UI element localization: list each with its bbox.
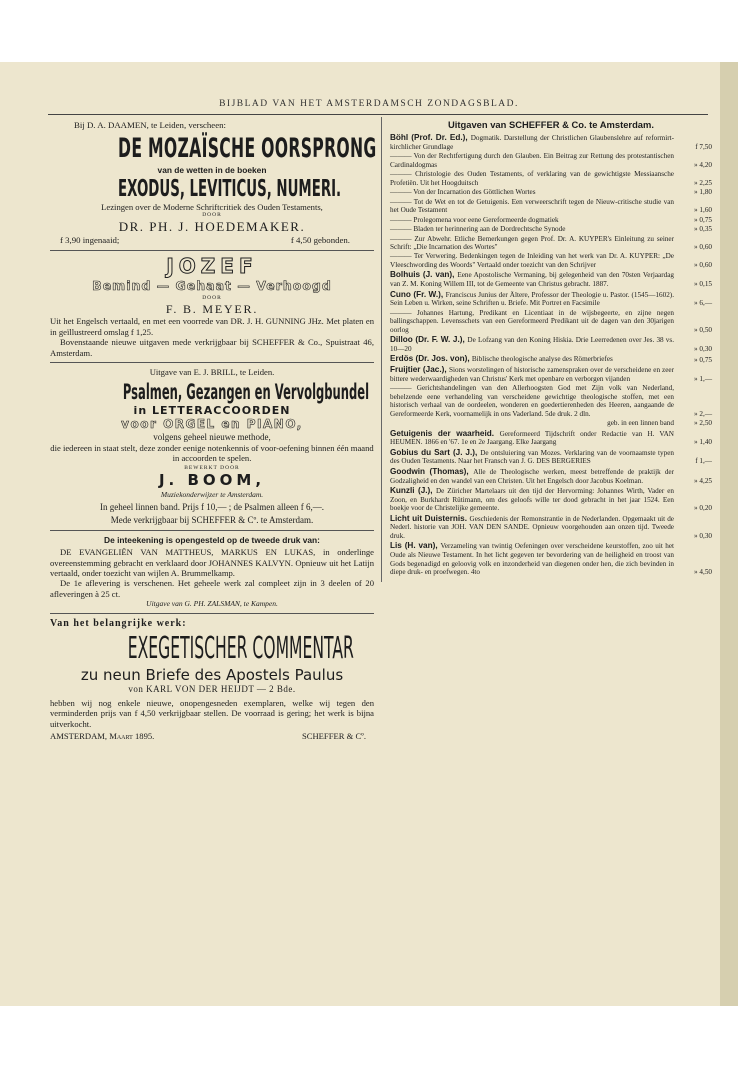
author: F. B. MEYER.: [165, 301, 259, 316]
entry-price: » 0,75: [694, 215, 712, 224]
entry-text: De Lofzang van den Koning Hiskia. Drie Leerredenen over Jes. 38 vs. 10—20: [390, 336, 674, 353]
ad-text: hebben wij nog enkele nieuwe, onopengesneden exemplaren, welke wij tegen den verminderden prijs van f 4,50 verkrijgbaar stellen. De voorraad is gering; het werk is bijna uitverkocht.: [50, 697, 374, 729]
publisher-line: Uitgave van E. J. BRILL, te Leiden.: [149, 367, 275, 378]
page-header: BIJBLAD VAN HET AMSTERDAMSCH ZONDAGSBLAD.: [219, 99, 519, 109]
entry-author: Cuno (Fr. W.),: [390, 289, 446, 299]
ad-line: volgens geheel nieuwe methode,: [153, 431, 271, 442]
entry-text: ——— Prolegomena voor eene Gereformeerde dogmatiek: [390, 215, 559, 224]
catalogue-entry: [390, 384, 712, 418]
ad-jozef: [50, 255, 374, 359]
catalogue-entry: [390, 188, 712, 196]
entry-author: Fruijtier (Jac.),: [390, 365, 450, 375]
entry-text: Sions worstelingen of historische zamenspraken over de verscheidene en zeer bittere wederwaardigheden van Christus' Kerk met openbare en verborgen vijanden: [390, 366, 674, 383]
entry-author: Böhl (Prof. Dr. Ed.),: [390, 133, 471, 142]
entry-price: » 0,50: [694, 325, 712, 334]
entry-author: Goodwin (Thomas),: [390, 466, 474, 476]
entry-author: Lis (H. van),: [390, 541, 441, 551]
catalogue-entry: [390, 309, 712, 334]
entry-price: » 1,—: [694, 374, 712, 383]
catalogue-entry: [390, 448, 712, 466]
catalogue-entry: [390, 419, 712, 427]
ad-line: in LETTERACCOORDEN: [133, 403, 291, 417]
ad-psalmen: [50, 367, 374, 526]
entry-author: Getuigenis der waarheid.: [390, 428, 500, 438]
entry-text: Alle de Theologische werken, meest betreffende de praktijk der Godzaligheid en den wandel van een Christen. Uit het Engelsch door Jacobus Koelman.: [390, 467, 674, 485]
ad-mede: Mede verkrijgbaar bij SCHEFFER & Cº. te Amsterdam.: [110, 514, 314, 525]
ad-title: Psalmen, Gezangen en Vervolgbundel: [122, 379, 370, 404]
catalogue-entry: [390, 270, 712, 288]
catalogue-entry: [390, 290, 712, 308]
ad-title: EXEGETISCHER COMMENTAR: [127, 630, 354, 666]
ad-publisher: Uitgave van G. PH. ZALSMAN, te Kampen.: [146, 599, 278, 609]
entry-text: De Züricher Martelaars uit den tijd der Hervorming: Johannes Wirth, Vader en Zoon, en Burkhardt Rütimann, om des geloofs wille ter dood gebracht in het jaar 1524. Een boekje voor de Christelijke gemeente.: [390, 487, 674, 513]
entry-price: » 0,30: [694, 344, 712, 353]
catalogue-entry: [390, 365, 712, 383]
author: J. BOOM,: [158, 471, 266, 490]
ad-heading: De inteekening is opengesteld op de tweede druk van:: [104, 534, 320, 545]
catalogue-entry: [390, 225, 712, 233]
entry-price: » 2,50: [694, 419, 712, 428]
catalogue-entry: [390, 541, 712, 576]
ad-line: voor ORGEL en PIANO,: [121, 417, 303, 432]
ad-description: Lezingen over de Moderne Schriftcritiek des Ouden Testaments,: [101, 201, 323, 212]
catalogue-entry: [390, 514, 712, 541]
entry-text: Eene Apostolische Vermaning, bij gelegenheid van den 70sten Verjaardag van Z. M. Koning Willem III, tot de Gemeente van Christus gebracht. 1887.: [390, 271, 674, 289]
right-column: [390, 119, 712, 578]
entry-text: ——— Gerichtshandelingen van den Allerhoogsten God met Zijn volk van Nederland, behelzende eene verhandeling van verscheidene gewichtige theologische stoffen, met een historisch verhaal van de oordeelen, wonderen en goedertierenheden des Heeren, aangaande de Gereformeerde Kerk, voornamelijk in ons Vaderland. 5de druk. 2 dln.: [390, 384, 674, 418]
ad-text: Uit het Engelsch vertaald, en met een voorrede van DR. J. H. GUNNING JHz. Met platen en in geïllustreerd omslag f 1,25.: [50, 316, 374, 337]
entry-price: » 0,35: [694, 225, 712, 234]
entry-text: ——— Von der Incarnation des Göttlichen Wortes: [390, 188, 536, 197]
author-role: Muziekonderwijzer te Amsterdam.: [160, 489, 264, 499]
catalogue-list: [390, 133, 712, 577]
entry-text: De ontsluiering van Mozes. Verklaring van de voornaamste typen des Ouden Testaments. Naar het Fransch van J. G. DES BERGERIES: [390, 448, 674, 466]
ad-commentar: [50, 618, 374, 742]
entry-author: Bolhuis (J. van),: [390, 270, 458, 280]
newspaper-page: [0, 62, 738, 1006]
catalogue-entry: [390, 252, 712, 269]
ad-text: DE EVANGELIËN VAN MATTHEUS, MARKUS EN LUKAS, in onderlinge overeenstemming gebracht en verklaard door JOHANNES KALVYN. Opnieuw uit het Latijn vertaald, onder toezicht van wijlen A. Brummelkamp.: [50, 547, 374, 578]
ad-author: von KARL VON DER HEIJDT — 2 Bde.: [128, 683, 296, 694]
ad-firm: SCHEFFER & Cº.: [301, 731, 366, 742]
door-label: DOOR: [202, 212, 222, 219]
ad-subtitle: zu neun Briefe des Apostels Paulus: [80, 665, 344, 684]
entry-text: ——— Johannes Hartung, Predikant en Licentiaat in de wijsbegeerte, en zijne negen ballingschappen. Levensschets van een Gereformeerd Predikant uit de dagen van den 30jarigen oorlog: [390, 308, 674, 334]
entry-author: Dilloo (Dr. F. W. J.),: [390, 335, 468, 345]
catalogue-entry: [390, 198, 712, 215]
ad-mozaische: [50, 120, 377, 246]
entry-text: Gereformeerd Tijdschrift onder Redactie van H. VAN HEUMEN. 1866 en '67. 1e en 2e Jaargang. Elke Jaargang: [390, 429, 674, 447]
publisher-line: Bij D. A. DAAMEN, te Leiden, verscheen:: [74, 120, 226, 130]
price-ingenaaid: f 3,90 ingenaaid;: [60, 235, 120, 246]
ad-text: die iedereen in staat stelt, deze zonder eenige notenkennis of voor-oefening binnen één maand in accoorden te spelen.: [50, 442, 374, 464]
catalogue-entry: [390, 335, 712, 353]
entry-price: » 0,20: [694, 504, 712, 513]
header-rule: [48, 114, 708, 115]
entry-price: » 4,50: [694, 568, 712, 577]
entry-price: » 4,20: [694, 160, 712, 169]
ad-price: In geheel linnen band. Prijs f 10,— ; de Psalmen alleen f 6,—.: [100, 501, 324, 512]
catalogue-entry: [390, 235, 712, 252]
entry-text: Franciscus Junius der Ältere, Professor der Theologie u. Pastor. (1545—1602). Sein Leben u. Wirken, seine Schriften u. Briefe. Mit Portret en Facsimile: [390, 290, 674, 308]
entry-price: » 0,60: [694, 260, 712, 269]
catalogue-entry: [390, 216, 712, 224]
entry-text: ——— Ter Verwering. Bedenkingen tegen de Inleiding van het werk van Dr. A. KUYPER: „De Vleeschwording des Woords" Vertaald onder toezicht van den Schrijver: [390, 252, 674, 269]
entry-price: » 2,—: [694, 409, 712, 418]
bewerkt-label: BEWERKT DOOR: [184, 464, 240, 471]
entry-price: » 6,—: [694, 299, 712, 308]
entry-price: » 1,60: [694, 206, 712, 215]
ad-subtitle: van de wetten in de boeken: [157, 164, 267, 175]
jozef-subtitle: Bemind — Gehaat — Verhoogd: [92, 277, 332, 293]
entry-text: ——— Zur Abwehr. Etliche Bemerkungen gegen Prof. Dr. A. KUYPER's Einleitung zu seiner Schrift: „Die Incarnation des Wortes": [390, 234, 674, 251]
entry-author: Kunzli (J.),: [390, 486, 436, 496]
entry-text: Verzameling van twintig Oefeningen over verscheidene keurstoffen, zoo uit het Oude als Nieuwe Testament. In het licht gegeven ter bevordering van de heiligheid en troost van Gods begenadigd en geloovig volk en inzonderheid van diegenen onder hen, die zich bevinden in diepe druk- en proefwegen. 4to: [390, 542, 674, 577]
entry-text: Dogmatik. Darstellung der Christlichen Glaubenslehre auf reformirt-kirchlicher Grundlage: [390, 134, 674, 151]
catalogue-entry: [390, 170, 712, 187]
entry-text: ——— Bladen ter herinnering aan de Dordrechtsche Synode: [390, 225, 566, 234]
price-gebonden: f 4,50 gebonden.: [290, 235, 350, 246]
page-edge: [720, 62, 738, 1006]
catalogue-entry: [390, 486, 712, 513]
ad-heading: Van het belangrijke werk:: [50, 617, 187, 629]
entry-author: Gobius du Sart (J. J.),: [390, 447, 481, 457]
catalogue-entry: [390, 467, 712, 485]
left-column: [50, 120, 377, 742]
entry-price: f 7,50: [695, 142, 712, 151]
entry-author: Licht uit Duisternis.: [390, 513, 470, 523]
catalogue-entry: [390, 152, 712, 169]
ad-text: De 1e aflevering is verschenen. Het geheele werk zal compleet zijn in 3 deelen of 20 afleveringen à 25 ct.: [50, 578, 374, 599]
author: DR. PH. J. HOEDEMAKER.: [118, 219, 306, 235]
entry-price: » 4,25: [694, 476, 712, 485]
entry-price: » 0,30: [694, 531, 712, 540]
entry-text: ——— Von der Rechtfertigung durch den Glauben. Ein Beitrag zur Rettung des protestantischen Cardinaldogmas: [390, 152, 674, 169]
ad-evangelien: [50, 535, 374, 609]
entry-price: f 1,—: [695, 457, 712, 466]
ad-date: AMSTERDAM, Maart 1895.: [50, 731, 155, 742]
door-label: DOOR: [202, 294, 222, 301]
entry-text: ——— Tot de Wet en tot de Getuigenis. Een verweerschrift tegen de Nieuw-critische studie van het Oude Testament: [390, 197, 674, 215]
entry-text: ——— Christologie des Ouden Testaments, of verklaring van de gewichtigste Messiaansche Profetiën. Uit het Hoogduitsch: [390, 170, 674, 187]
ad-text: Bovenstaande nieuwe uitgaven mede verkrijgbaar bij SCHEFFER & Co., Spuistraat 46, Amsterdam.: [50, 337, 374, 358]
catalogue-entry: [390, 133, 712, 151]
entry-text: Geschiedenis der Remonstrantie in de Nederlanden. Opgemaakt uit de Nederl. historie van JOH. VAN DEN SANDE. Opnieuw voorgehouden aan onzen tijd. Tweede druk.: [390, 514, 674, 540]
books-title: EXODUS, LEVITICUS, NUMERI.: [118, 175, 342, 202]
entry-price: » 0,75: [694, 355, 712, 364]
entry-price: » 1,80: [694, 188, 712, 197]
entry-price: » 1,40: [694, 438, 712, 447]
jozef-title: JOZEF: [166, 253, 258, 278]
ad-title: DE MOZAÏSCHE OORSPRONG: [118, 132, 377, 164]
catalogue-entry: [390, 354, 712, 364]
entry-text: Biblische theologische analyse des Römerbriefes: [471, 355, 613, 364]
catalogue-entry: [390, 429, 712, 447]
entry-price: » 0,60: [694, 243, 712, 251]
entry-author: Erdös (Dr. Jos. von),: [390, 354, 472, 364]
entry-price: » 2,25: [694, 178, 712, 187]
entry-price: » 0,15: [694, 280, 712, 289]
publisher-heading: Uitgaven van SCHEFFER & Co. te Amsterdam.: [448, 119, 654, 130]
column-divider: [381, 117, 382, 582]
entry-text: geb. in een linnen band: [607, 419, 674, 428]
